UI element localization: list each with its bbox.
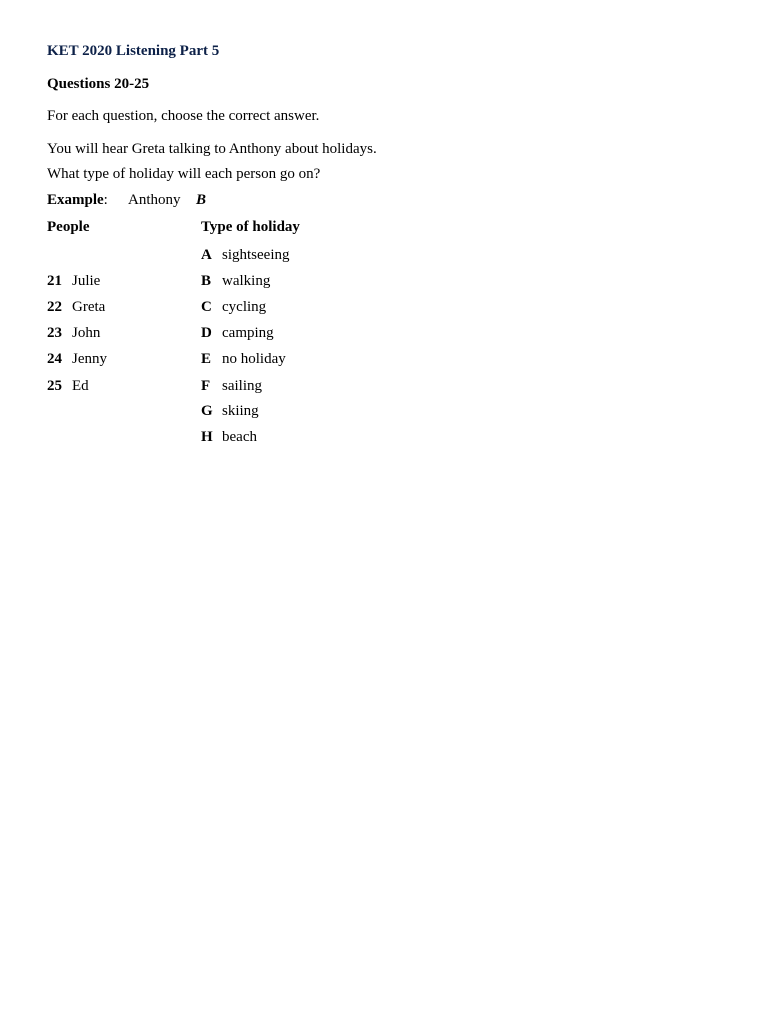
option-letter: B [201,273,212,289]
example-colon: : [103,192,108,208]
holiday-option [201,298,266,316]
holiday-type-header: Type of holiday [201,219,300,235]
example-line [47,191,207,209]
person-item [47,324,100,342]
example-answer: B [196,192,207,208]
option-text: skiing [222,403,259,419]
instruction-context: You will hear Greta talking to Anthony about holidays. [47,141,377,157]
question-number: 25 [47,378,62,394]
option-text: beach [222,429,257,445]
option-text: cycling [222,299,267,315]
questions-range: Questions 20-25 [47,76,150,92]
question-number: 23 [47,325,62,341]
option-text: walking [222,273,271,289]
page-title: KET 2020 Listening Part 5 [47,43,220,59]
question-number: 21 [47,273,62,289]
option-text: sailing [222,378,262,394]
people-header: People [47,219,90,235]
question-number: 24 [47,351,62,367]
option-letter: F [201,378,211,394]
person-item [47,377,89,395]
example-name: Anthony [128,192,181,208]
option-text: sightseeing [222,247,290,263]
person-item [47,350,107,368]
holiday-option [201,428,257,446]
question-number: 22 [47,299,62,315]
person-item [47,298,105,316]
option-letter: E [201,351,212,367]
person-name: John [72,325,101,341]
option-letter: D [201,325,212,341]
option-letter: G [201,403,213,419]
person-name: Julie [72,273,101,289]
person-name: Ed [72,378,89,394]
person-name: Jenny [72,351,107,367]
holiday-option [201,246,290,264]
person-name: Greta [72,299,106,315]
option-letter: H [201,429,213,445]
example-label: Example [47,192,104,208]
person-item [47,272,100,290]
option-text: camping [222,325,274,341]
instruction-choose-answer: For each question, choose the correct answer. [47,108,320,124]
option-text: no holiday [222,351,286,367]
holiday-option [201,324,274,342]
holiday-option [201,350,286,368]
option-letter: A [201,247,212,263]
holiday-option [201,377,262,395]
holiday-option [201,402,259,420]
option-letter: C [201,299,212,315]
holiday-option [201,272,270,290]
instruction-question: What type of holiday will each person go on? [47,166,321,182]
